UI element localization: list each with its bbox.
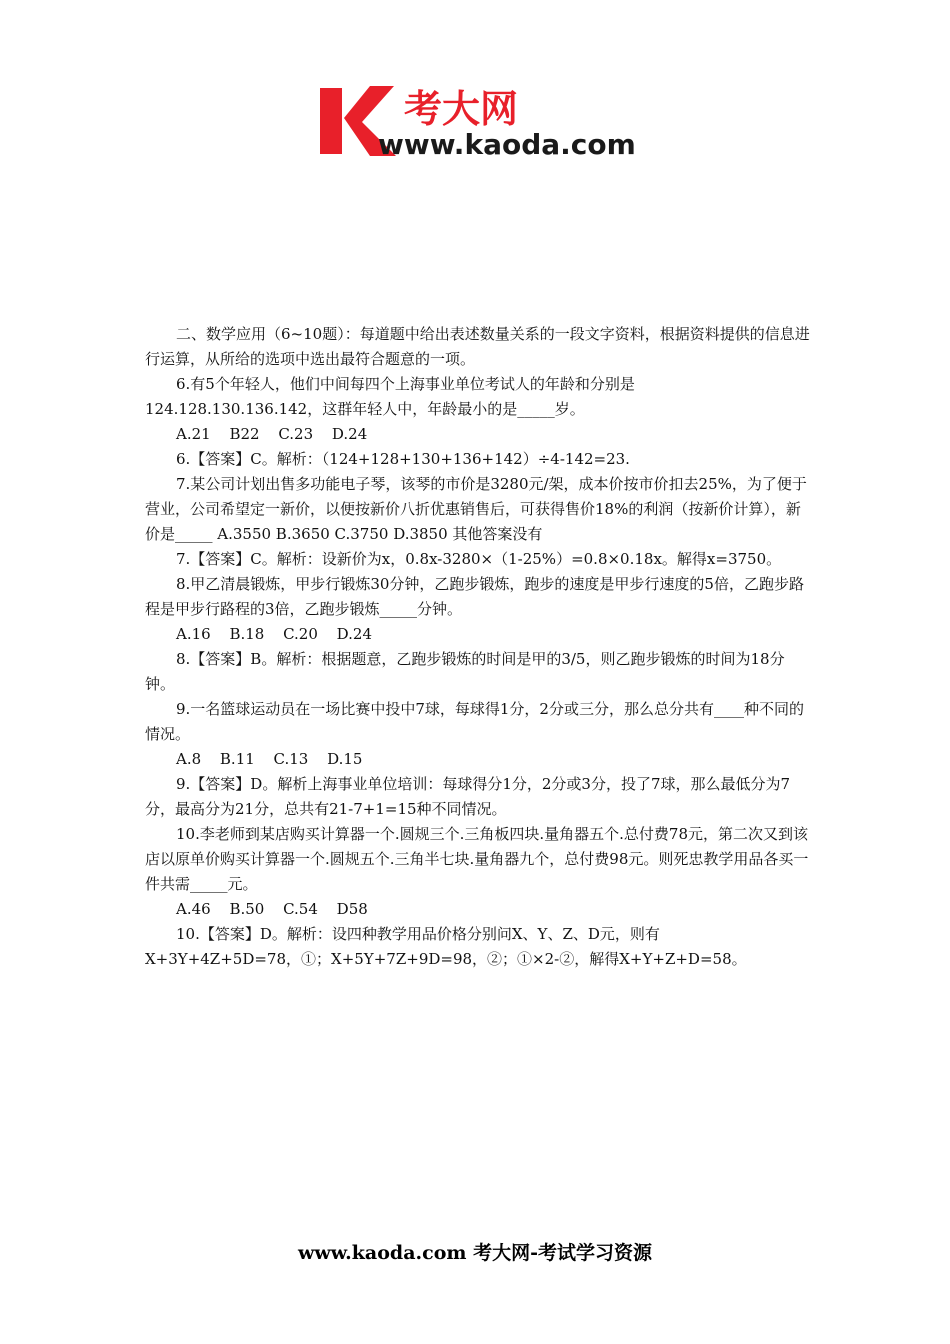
- logo-url: www.kaoda.com: [378, 128, 636, 161]
- answer-options: A.21 B22 C.23 D.24: [176, 425, 368, 443]
- page-footer: www.kaoda.com 考大网-考试学习资源: [298, 1242, 652, 1264]
- paragraph: 10.李老师到某店购买计算器一个.圆规三个.三角板四块.量角器五个.总付费78元，第二次又到该店以原单价购买计算器一个.圆规五个.三角半七块.量角器九个，总付费98元。则死忠教学用品各买一件共需_____元。: [145, 825, 809, 893]
- paragraph: 6.有5个年轻人，他们中间每四个上海事业单位考试人的年龄和分别是124.128.130.136.142，这群年轻人中，年龄最小的是_____岁。: [145, 375, 635, 418]
- paragraph: 8.甲乙清晨锻炼，甲步行锻炼30分钟，乙跑步锻炼，跑步的速度是甲步行速度的5倍，乙跑步路程是甲步行路程的3倍，乙跑步锻炼_____分钟。: [145, 575, 804, 618]
- paragraph: 7.某公司计划出售多功能电子琴，该琴的市价是3280元/架，成本价按市价扣去25%，为了便于营业，公司希望定一新价，以便按新价八折优惠销售后，可获得售价18%的利润（按新价计算），新价是_____ A.3550 B.3650 C.3750 D.3850 其他答案没有: [145, 475, 807, 543]
- paragraph: 9.一名篮球运动员在一场比赛中投中7球，每球得1分，2分或三分，那么总分共有____种不同的情况。: [145, 700, 804, 743]
- answer-options: A.8 B.11 C.13 D.15: [176, 750, 363, 768]
- answer-options: A.16 B.18 C.20 D.24: [176, 625, 373, 643]
- paragraph: 二、数学应用（6~10题）：每道题中给出表述数量关系的一段文字资料，根据资料提供的信息进行运算，从所给的选项中选出最符合题意的一项。: [145, 325, 810, 368]
- paragraph: 8.【答案】B。解析：根据题意，乙跑步锻炼的时间是甲的3/5，则乙跑步锻炼的时间为18分钟。: [145, 650, 785, 693]
- kaoda-logo-graphic: [318, 82, 638, 162]
- logo-cn-name: 考大网: [404, 87, 519, 131]
- document-body: [145, 322, 810, 972]
- paragraph: 6.【答案】C。解析：（124+128+130+136+142）÷4-142=23.: [176, 450, 630, 468]
- answer-options: A.46 B.50 C.54 D58: [176, 900, 368, 918]
- paragraph: 10.【答案】D。解析：设四种教学用品价格分别问X、Y、Z、D元，则有X+3Y+4Z+5D=78，①；X+5Y+7Z+9D=98，②；①×2-②，解得X+Y+Z+D=58。: [145, 925, 747, 968]
- kaoda-logo[interactable]: [318, 82, 638, 162]
- paragraph: 9.【答案】D。解析上海事业单位培训：每球得分1分，2分或3分，投了7球，那么最低分为7分，最高分为21分，总共有21-7+1=15种不同情况。: [145, 775, 791, 818]
- paragraph: 7.【答案】C。解析：设新价为x，0.8x-3280×（1-25%）=0.8×0.18x。解得x=3750。: [176, 550, 782, 568]
